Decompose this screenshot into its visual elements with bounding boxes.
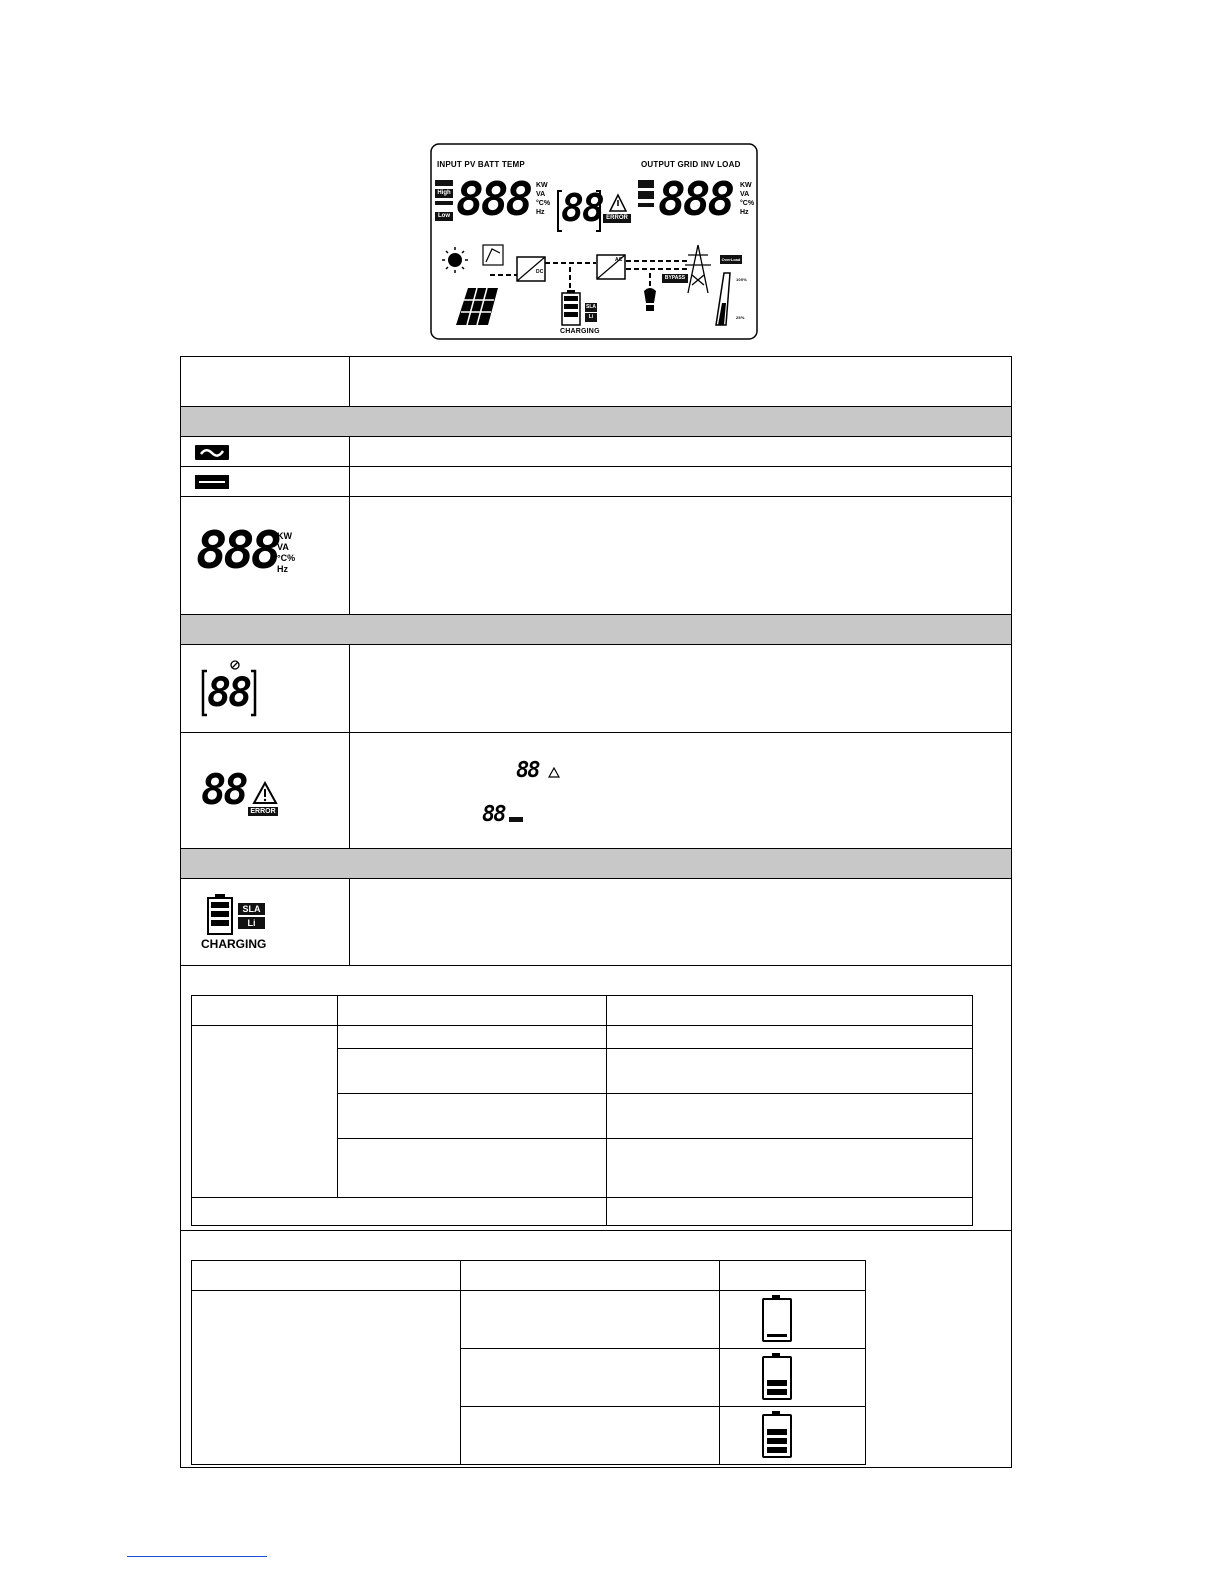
nested-cell [606,1094,973,1139]
desc-cell [350,733,1012,849]
inline-error-tag [509,817,523,822]
icon-cell [181,437,350,467]
icon-cell [181,467,350,497]
unit-va: VA [740,191,750,198]
sla-tag: SLA [238,903,265,915]
inline-88-warning: 88 [516,758,539,783]
footnote-link-underline[interactable] [127,1556,267,1557]
desc-cell [350,467,1012,497]
unit-temp-pct: °C% [277,553,296,563]
lcd-input-ac-icon [435,180,453,186]
lcd-input-digits: 888 [456,172,531,226]
nested-cell [720,1261,866,1291]
li-tag: Li [238,917,265,929]
lcd-ac-label: AC [615,257,623,263]
warning-icon [251,781,279,805]
lcd-dc-icon [435,201,453,205]
lcd-charging-label: CHARGING [560,328,600,335]
desc-cell [350,645,1012,733]
battery-level-cell [720,1349,866,1407]
unit-hz: Hz [277,564,288,574]
table-row [181,467,1012,497]
error-digits: 88 [201,765,246,814]
lcd-display-illustration [430,143,758,340]
nested-cell [338,1049,606,1094]
unit-kw: KW [740,182,752,189]
desc-cell [350,497,1012,615]
battery-level-table [191,1260,866,1465]
unit-temp-pct: °C% [740,200,755,207]
desc-cell [350,437,1012,467]
charging-status-section [181,966,1012,1231]
lcd-output-units [740,181,754,217]
header-function-cell [350,357,1012,407]
lcd-bypass-tag: BYPASS [662,274,688,283]
lcd-low-tag: Low [435,212,453,221]
nested-cell [461,1349,720,1407]
lcd-output-ac-icon [638,180,654,188]
lcd-25pct: 25% [736,315,745,320]
nested-cell [461,1291,720,1349]
section-band-battery [181,849,1012,879]
inline-88-error: 88 [482,802,505,827]
nested-cell [192,1026,338,1198]
nested-cell [192,1261,461,1291]
ac-wave-icon [195,445,229,460]
nested-cell [606,1026,973,1049]
seg-digits-888: 888 [196,521,278,581]
section-band-info [181,615,1012,645]
charging-status-table [191,995,973,1226]
unit-hz: Hz [536,209,545,216]
nested-cell [192,996,338,1026]
table-row [181,437,1012,467]
nested-cell [338,1139,606,1198]
bar-icon [195,475,229,489]
nested-cell [338,996,606,1026]
lcd-output-labels: OUTPUT GRID INV LOAD [641,160,741,169]
lcd-dc-label: DC [536,269,544,275]
unit-kw: KW [536,182,548,189]
section-band-output [181,407,1012,437]
nested-cell [606,996,973,1026]
lcd-output-bar-icon [638,191,654,199]
battery-low-icon [762,1298,792,1342]
lcd-center-digits: 88 [561,186,603,230]
discharging-table-wrap [181,1231,1012,1468]
battery-icon [207,897,233,935]
battery-full-icon [762,1414,792,1458]
charging-label: CHARGING [201,937,267,951]
unit-va: VA [277,542,289,552]
icon-cell [181,733,350,849]
lcd-output-dc-icon [638,203,654,207]
lcd-input-units [536,181,550,217]
nested-cell [606,1198,973,1226]
nested-cell [192,1198,607,1226]
nested-cell [192,1291,461,1465]
lcd-icon-description-table [180,356,1012,1468]
lcd-100pct: 100% [736,277,748,282]
nested-cell [338,1094,606,1139]
lcd-overload-tag: OverLoad [721,257,741,262]
table-header-row [181,357,1012,407]
lcd-li-tag: Li [585,313,597,322]
nested-cell [461,1261,720,1291]
unit-kw: KW [277,531,292,541]
nested-cell [606,1049,973,1094]
lcd-input-labels: INPUT PV BATT TEMP [437,160,525,169]
nested-cell [461,1407,720,1465]
battery-level-cell [720,1407,866,1465]
discharging-status-section [181,1231,1012,1468]
battery-level-cell [720,1291,866,1349]
lcd-output-digits: 888 [658,172,733,226]
table-row [181,645,1012,733]
inline-warning-icon [548,767,560,778]
charging-table-wrap [181,966,1012,1231]
desc-cell [350,879,1012,966]
table-row [181,497,1012,615]
lcd-high-tag: High [435,189,453,198]
bracket-digits: 88 [207,670,250,716]
nested-cell [606,1139,973,1198]
icon-cell [181,645,350,733]
icon-cell [181,879,350,966]
icon-cell [181,497,350,615]
unit-va: VA [536,191,546,198]
nested-cell [338,1026,606,1049]
table-row [181,733,1012,849]
seg-units [277,531,295,575]
lcd-sla-tag: SLA [586,304,596,310]
table-row [181,879,1012,966]
unit-hz: Hz [740,209,749,216]
battery-mid-icon [762,1356,792,1400]
header-icon-cell [181,357,350,407]
error-tag: ERROR [248,807,278,816]
unit-temp-pct: °C% [536,200,551,207]
lcd-error-tag: ERROR [603,214,631,223]
